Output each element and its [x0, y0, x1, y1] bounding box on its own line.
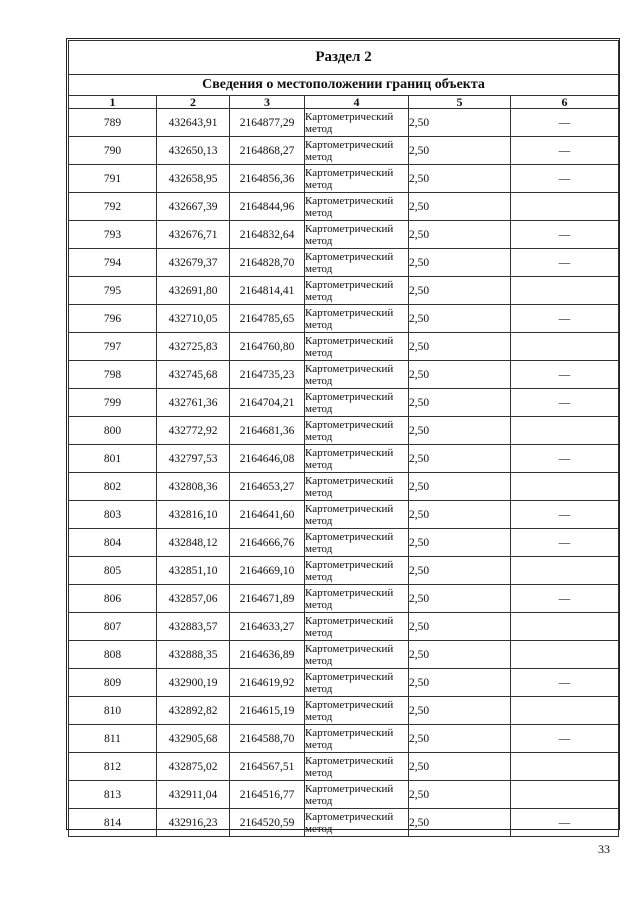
method-cell: Картометрический метод — [305, 277, 409, 305]
point-number-cell: 797 — [69, 333, 157, 361]
y-coordinate-cell: 2164856,36 — [230, 165, 305, 193]
accuracy-cell: 2,50 — [409, 753, 511, 781]
y-coordinate-cell: 2164633,27 — [230, 613, 305, 641]
y-coordinate-cell: 2164666,76 — [230, 529, 305, 557]
note-cell — [511, 193, 619, 221]
note-cell — [511, 613, 619, 641]
note-cell: — — [511, 585, 619, 613]
point-number-cell: 809 — [69, 669, 157, 697]
accuracy-cell: 2,50 — [409, 249, 511, 277]
table-row — [69, 389, 619, 417]
accuracy-cell: 2,50 — [409, 137, 511, 165]
y-coordinate-cell: 2164760,80 — [230, 333, 305, 361]
table-row — [69, 641, 619, 669]
y-coordinate-cell: 2164814,41 — [230, 277, 305, 305]
x-coordinate-cell: 432808,36 — [157, 473, 230, 501]
method-cell: Картометрический метод — [305, 389, 409, 417]
table-row — [69, 725, 619, 753]
x-coordinate-cell: 432676,71 — [157, 221, 230, 249]
table-row — [69, 473, 619, 501]
method-cell: Картометрический метод — [305, 641, 409, 669]
table-row — [69, 221, 619, 249]
method-cell: Картометрический метод — [305, 753, 409, 781]
table-row — [69, 361, 619, 389]
method-cell: Картометрический метод — [305, 529, 409, 557]
boundary-table — [68, 40, 619, 837]
table-row — [69, 305, 619, 333]
y-coordinate-cell: 2164785,65 — [230, 305, 305, 333]
column-header: 6 — [511, 96, 619, 109]
method-cell: Картометрический метод — [305, 249, 409, 277]
point-number-cell: 792 — [69, 193, 157, 221]
point-number-cell: 808 — [69, 641, 157, 669]
method-cell: Картометрический метод — [305, 165, 409, 193]
method-cell: Картометрический метод — [305, 557, 409, 585]
table-row — [69, 557, 619, 585]
point-number-cell: 806 — [69, 585, 157, 613]
y-coordinate-cell: 2164828,70 — [230, 249, 305, 277]
x-coordinate-cell: 432875,02 — [157, 753, 230, 781]
accuracy-cell: 2,50 — [409, 669, 511, 697]
note-cell — [511, 753, 619, 781]
point-number-cell: 804 — [69, 529, 157, 557]
table-row — [69, 165, 619, 193]
point-number-cell: 807 — [69, 613, 157, 641]
note-cell: — — [511, 389, 619, 417]
column-header: 2 — [157, 96, 230, 109]
x-coordinate-cell: 432883,57 — [157, 613, 230, 641]
accuracy-cell: 2,50 — [409, 305, 511, 333]
note-cell — [511, 277, 619, 305]
point-number-cell: 798 — [69, 361, 157, 389]
table-row — [69, 669, 619, 697]
method-cell: Картометрический метод — [305, 809, 409, 837]
x-coordinate-cell: 432725,83 — [157, 333, 230, 361]
accuracy-cell: 2,50 — [409, 333, 511, 361]
accuracy-cell: 2,50 — [409, 613, 511, 641]
y-coordinate-cell: 2164671,89 — [230, 585, 305, 613]
y-coordinate-cell: 2164735,23 — [230, 361, 305, 389]
point-number-cell: 814 — [69, 809, 157, 837]
note-cell: — — [511, 669, 619, 697]
method-cell: Картометрический метод — [305, 305, 409, 333]
x-coordinate-cell: 432900,19 — [157, 669, 230, 697]
y-coordinate-cell: 2164641,60 — [230, 501, 305, 529]
y-coordinate-cell: 2164516,77 — [230, 781, 305, 809]
point-number-cell: 799 — [69, 389, 157, 417]
x-coordinate-cell: 432916,23 — [157, 809, 230, 837]
table-row — [69, 109, 619, 137]
point-number-cell: 800 — [69, 417, 157, 445]
table-row — [69, 445, 619, 473]
y-coordinate-cell: 2164832,64 — [230, 221, 305, 249]
point-number-cell: 796 — [69, 305, 157, 333]
y-coordinate-cell: 2164646,08 — [230, 445, 305, 473]
method-cell: Картометрический метод — [305, 333, 409, 361]
note-cell — [511, 473, 619, 501]
point-number-cell: 813 — [69, 781, 157, 809]
accuracy-cell: 2,50 — [409, 557, 511, 585]
note-cell: — — [511, 529, 619, 557]
method-cell: Картометрический метод — [305, 781, 409, 809]
table-row — [69, 501, 619, 529]
y-coordinate-cell: 2164844,96 — [230, 193, 305, 221]
note-cell: — — [511, 725, 619, 753]
y-coordinate-cell: 2164704,21 — [230, 389, 305, 417]
method-cell: Картометрический метод — [305, 669, 409, 697]
accuracy-cell: 2,50 — [409, 361, 511, 389]
table-row — [69, 417, 619, 445]
table-row — [69, 193, 619, 221]
note-cell: — — [511, 109, 619, 137]
point-number-cell: 791 — [69, 165, 157, 193]
point-number-cell: 790 — [69, 137, 157, 165]
y-coordinate-cell: 2164669,10 — [230, 557, 305, 585]
note-cell: — — [511, 361, 619, 389]
accuracy-cell: 2,50 — [409, 697, 511, 725]
x-coordinate-cell: 432888,35 — [157, 641, 230, 669]
note-cell: — — [511, 501, 619, 529]
table-row — [69, 333, 619, 361]
y-coordinate-cell: 2164520,59 — [230, 809, 305, 837]
note-cell: — — [511, 445, 619, 473]
accuracy-cell: 2,50 — [409, 781, 511, 809]
x-coordinate-cell: 432905,68 — [157, 725, 230, 753]
method-cell: Картометрический метод — [305, 697, 409, 725]
method-cell: Картометрический метод — [305, 725, 409, 753]
x-coordinate-cell: 432650,13 — [157, 137, 230, 165]
point-number-cell: 795 — [69, 277, 157, 305]
x-coordinate-cell: 432892,82 — [157, 697, 230, 725]
method-cell: Картометрический метод — [305, 445, 409, 473]
accuracy-cell: 2,50 — [409, 473, 511, 501]
y-coordinate-cell: 2164588,70 — [230, 725, 305, 753]
point-number-cell: 802 — [69, 473, 157, 501]
note-cell: — — [511, 249, 619, 277]
accuracy-cell: 2,50 — [409, 445, 511, 473]
note-cell — [511, 781, 619, 809]
table-row — [69, 781, 619, 809]
page-number: 33 — [598, 842, 610, 856]
x-coordinate-cell: 432797,53 — [157, 445, 230, 473]
table-row — [69, 697, 619, 725]
y-coordinate-cell: 2164681,36 — [230, 417, 305, 445]
table-row — [69, 809, 619, 837]
accuracy-cell: 2,50 — [409, 193, 511, 221]
x-coordinate-cell: 432772,92 — [157, 417, 230, 445]
point-number-cell: 789 — [69, 109, 157, 137]
y-coordinate-cell: 2164567,51 — [230, 753, 305, 781]
table-row — [69, 585, 619, 613]
subsection-title: Сведения о местоположении границ объекта — [69, 75, 619, 96]
column-header: 1 — [69, 96, 157, 109]
x-coordinate-cell: 432848,12 — [157, 529, 230, 557]
point-number-cell: 810 — [69, 697, 157, 725]
method-cell: Картометрический метод — [305, 613, 409, 641]
x-coordinate-cell: 432857,06 — [157, 585, 230, 613]
method-cell: Картометрический метод — [305, 221, 409, 249]
table-row — [69, 137, 619, 165]
accuracy-cell: 2,50 — [409, 221, 511, 249]
table-row — [69, 249, 619, 277]
x-coordinate-cell: 432710,05 — [157, 305, 230, 333]
x-coordinate-cell: 432667,39 — [157, 193, 230, 221]
x-coordinate-cell: 432911,04 — [157, 781, 230, 809]
x-coordinate-cell: 432851,10 — [157, 557, 230, 585]
note-cell: — — [511, 305, 619, 333]
note-cell — [511, 417, 619, 445]
x-coordinate-cell: 432679,37 — [157, 249, 230, 277]
method-cell: Картометрический метод — [305, 361, 409, 389]
point-number-cell: 803 — [69, 501, 157, 529]
method-cell: Картометрический метод — [305, 473, 409, 501]
point-number-cell: 793 — [69, 221, 157, 249]
note-cell: — — [511, 809, 619, 837]
y-coordinate-cell: 2164619,92 — [230, 669, 305, 697]
point-number-cell: 801 — [69, 445, 157, 473]
note-cell — [511, 333, 619, 361]
y-coordinate-cell: 2164636,89 — [230, 641, 305, 669]
column-header: 4 — [305, 96, 409, 109]
accuracy-cell: 2,50 — [409, 165, 511, 193]
note-cell — [511, 641, 619, 669]
y-coordinate-cell: 2164615,19 — [230, 697, 305, 725]
accuracy-cell: 2,50 — [409, 529, 511, 557]
column-header: 3 — [230, 96, 305, 109]
accuracy-cell: 2,50 — [409, 725, 511, 753]
note-cell — [511, 697, 619, 725]
note-cell: — — [511, 137, 619, 165]
x-coordinate-cell: 432816,10 — [157, 501, 230, 529]
x-coordinate-cell: 432643,91 — [157, 109, 230, 137]
point-number-cell: 812 — [69, 753, 157, 781]
section-title: Раздел 2 — [69, 41, 619, 75]
column-header: 5 — [409, 96, 511, 109]
accuracy-cell: 2,50 — [409, 641, 511, 669]
column-header-row — [69, 96, 619, 109]
point-number-cell: 794 — [69, 249, 157, 277]
method-cell: Картометрический метод — [305, 585, 409, 613]
accuracy-cell: 2,50 — [409, 277, 511, 305]
accuracy-cell: 2,50 — [409, 109, 511, 137]
method-cell: Картометрический метод — [305, 137, 409, 165]
method-cell: Картометрический метод — [305, 417, 409, 445]
y-coordinate-cell: 2164868,27 — [230, 137, 305, 165]
point-number-cell: 811 — [69, 725, 157, 753]
note-cell — [511, 557, 619, 585]
accuracy-cell: 2,50 — [409, 585, 511, 613]
y-coordinate-cell: 2164653,27 — [230, 473, 305, 501]
table-row — [69, 277, 619, 305]
x-coordinate-cell: 432658,95 — [157, 165, 230, 193]
accuracy-cell: 2,50 — [409, 501, 511, 529]
method-cell: Картометрический метод — [305, 193, 409, 221]
x-coordinate-cell: 432691,80 — [157, 277, 230, 305]
method-cell: Картометрический метод — [305, 109, 409, 137]
x-coordinate-cell: 432745,68 — [157, 361, 230, 389]
accuracy-cell: 2,50 — [409, 389, 511, 417]
note-cell: — — [511, 221, 619, 249]
table-row — [69, 613, 619, 641]
table-row — [69, 753, 619, 781]
accuracy-cell: 2,50 — [409, 417, 511, 445]
table-row — [69, 529, 619, 557]
x-coordinate-cell: 432761,36 — [157, 389, 230, 417]
point-number-cell: 805 — [69, 557, 157, 585]
y-coordinate-cell: 2164877,29 — [230, 109, 305, 137]
note-cell: — — [511, 165, 619, 193]
accuracy-cell: 2,50 — [409, 809, 511, 837]
method-cell: Картометрический метод — [305, 501, 409, 529]
